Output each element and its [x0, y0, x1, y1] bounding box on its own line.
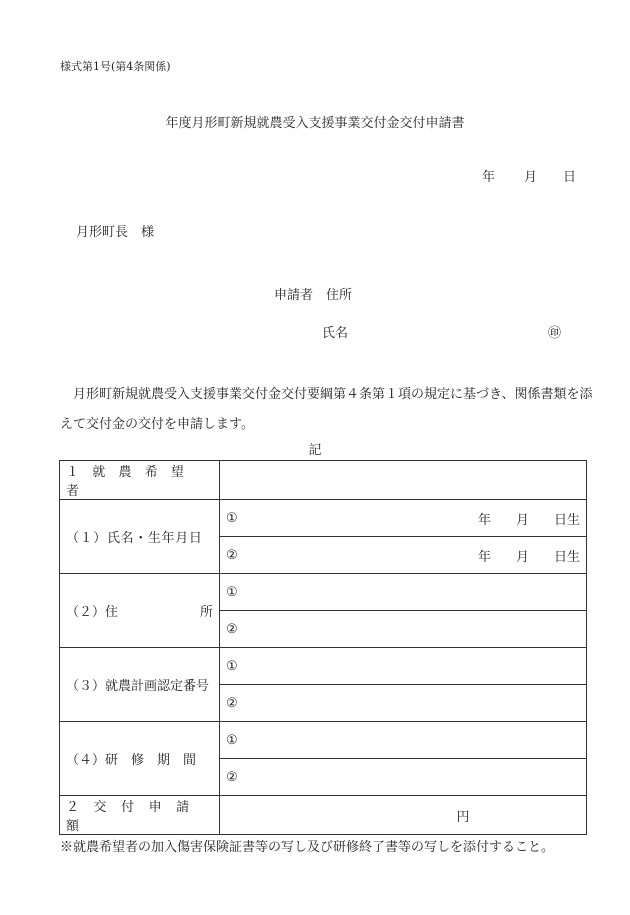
document-title: 年度月形町新規就農受入支援事業交付金交付申請書: [165, 116, 465, 131]
circle-1: ①: [226, 732, 238, 748]
yen-unit: 円: [456, 809, 470, 825]
training-period-field-2[interactable]: [220, 759, 587, 796]
table-row: [60, 574, 587, 611]
seal-mark: ㊞: [548, 326, 562, 341]
name-birth-field-2[interactable]: [220, 537, 587, 574]
birth-year-2: 年: [477, 549, 491, 565]
table-row: [60, 461, 587, 500]
address-label: [60, 574, 220, 648]
form-id: 様式第1号(第4条関係): [60, 60, 171, 73]
plan-number-field-1[interactable]: [220, 648, 587, 685]
circle-1: ①: [226, 584, 238, 600]
name-birth-label: （１）氏名・生年月日: [60, 500, 220, 574]
birth-year-1: 年: [477, 512, 491, 528]
circle-2: ②: [226, 769, 238, 785]
name-birth-field-1[interactable]: [220, 500, 587, 537]
birth-day-2: 日生: [553, 549, 580, 565]
table-row: [60, 500, 587, 537]
ki-heading: 記: [308, 443, 322, 458]
applicant-header-label: １ 就 農 希 望 者: [60, 461, 220, 500]
applicant-address-label: 申請者 住所: [274, 288, 353, 303]
application-table: [59, 460, 587, 835]
circle-2: ②: [226, 695, 238, 711]
date-year: 年: [482, 170, 496, 185]
table-row: [60, 796, 587, 835]
addressee: 月形町長 様: [76, 225, 155, 240]
training-period-field-1[interactable]: [220, 722, 587, 759]
applicant-name-label: 氏名: [322, 326, 349, 341]
circle-2: ②: [226, 547, 238, 563]
birth-day-1: 日生: [553, 512, 580, 528]
body-text: 月形町新規就農受入支援事業交付金交付要綱第４条第１項の規定に基づき、関係書類を添えて交付金の交付を申請します。: [60, 387, 593, 432]
circle-1: ①: [226, 658, 238, 674]
attachment-note: ※就農希望者の加入傷害保険証書等の写し及び研修終了書等の写しを添付すること。: [60, 840, 555, 855]
table-row: [60, 722, 587, 759]
plan-number-label: （３）就農計画認定番号: [60, 648, 220, 722]
training-period-label: （４）研 修 期 間: [60, 722, 220, 796]
birth-month-2: 月: [515, 549, 529, 565]
birth-month-1: 月: [515, 512, 529, 528]
applicant-header-value[interactable]: [220, 461, 587, 500]
amount-field[interactable]: [220, 796, 587, 835]
plan-number-field-2[interactable]: [220, 685, 587, 722]
date-month: 月: [524, 170, 538, 185]
circle-1: ①: [226, 510, 238, 526]
date-day: 日: [563, 170, 577, 185]
amount-label: ２ 交 付 申 請 額: [60, 796, 220, 835]
address-field-2[interactable]: [220, 611, 587, 648]
address-label-a: （２）住: [66, 605, 119, 620]
address-label-b: 所: [199, 605, 213, 620]
address-field-1[interactable]: [220, 574, 587, 611]
circle-2: ②: [226, 621, 238, 637]
table-row: [60, 648, 587, 685]
